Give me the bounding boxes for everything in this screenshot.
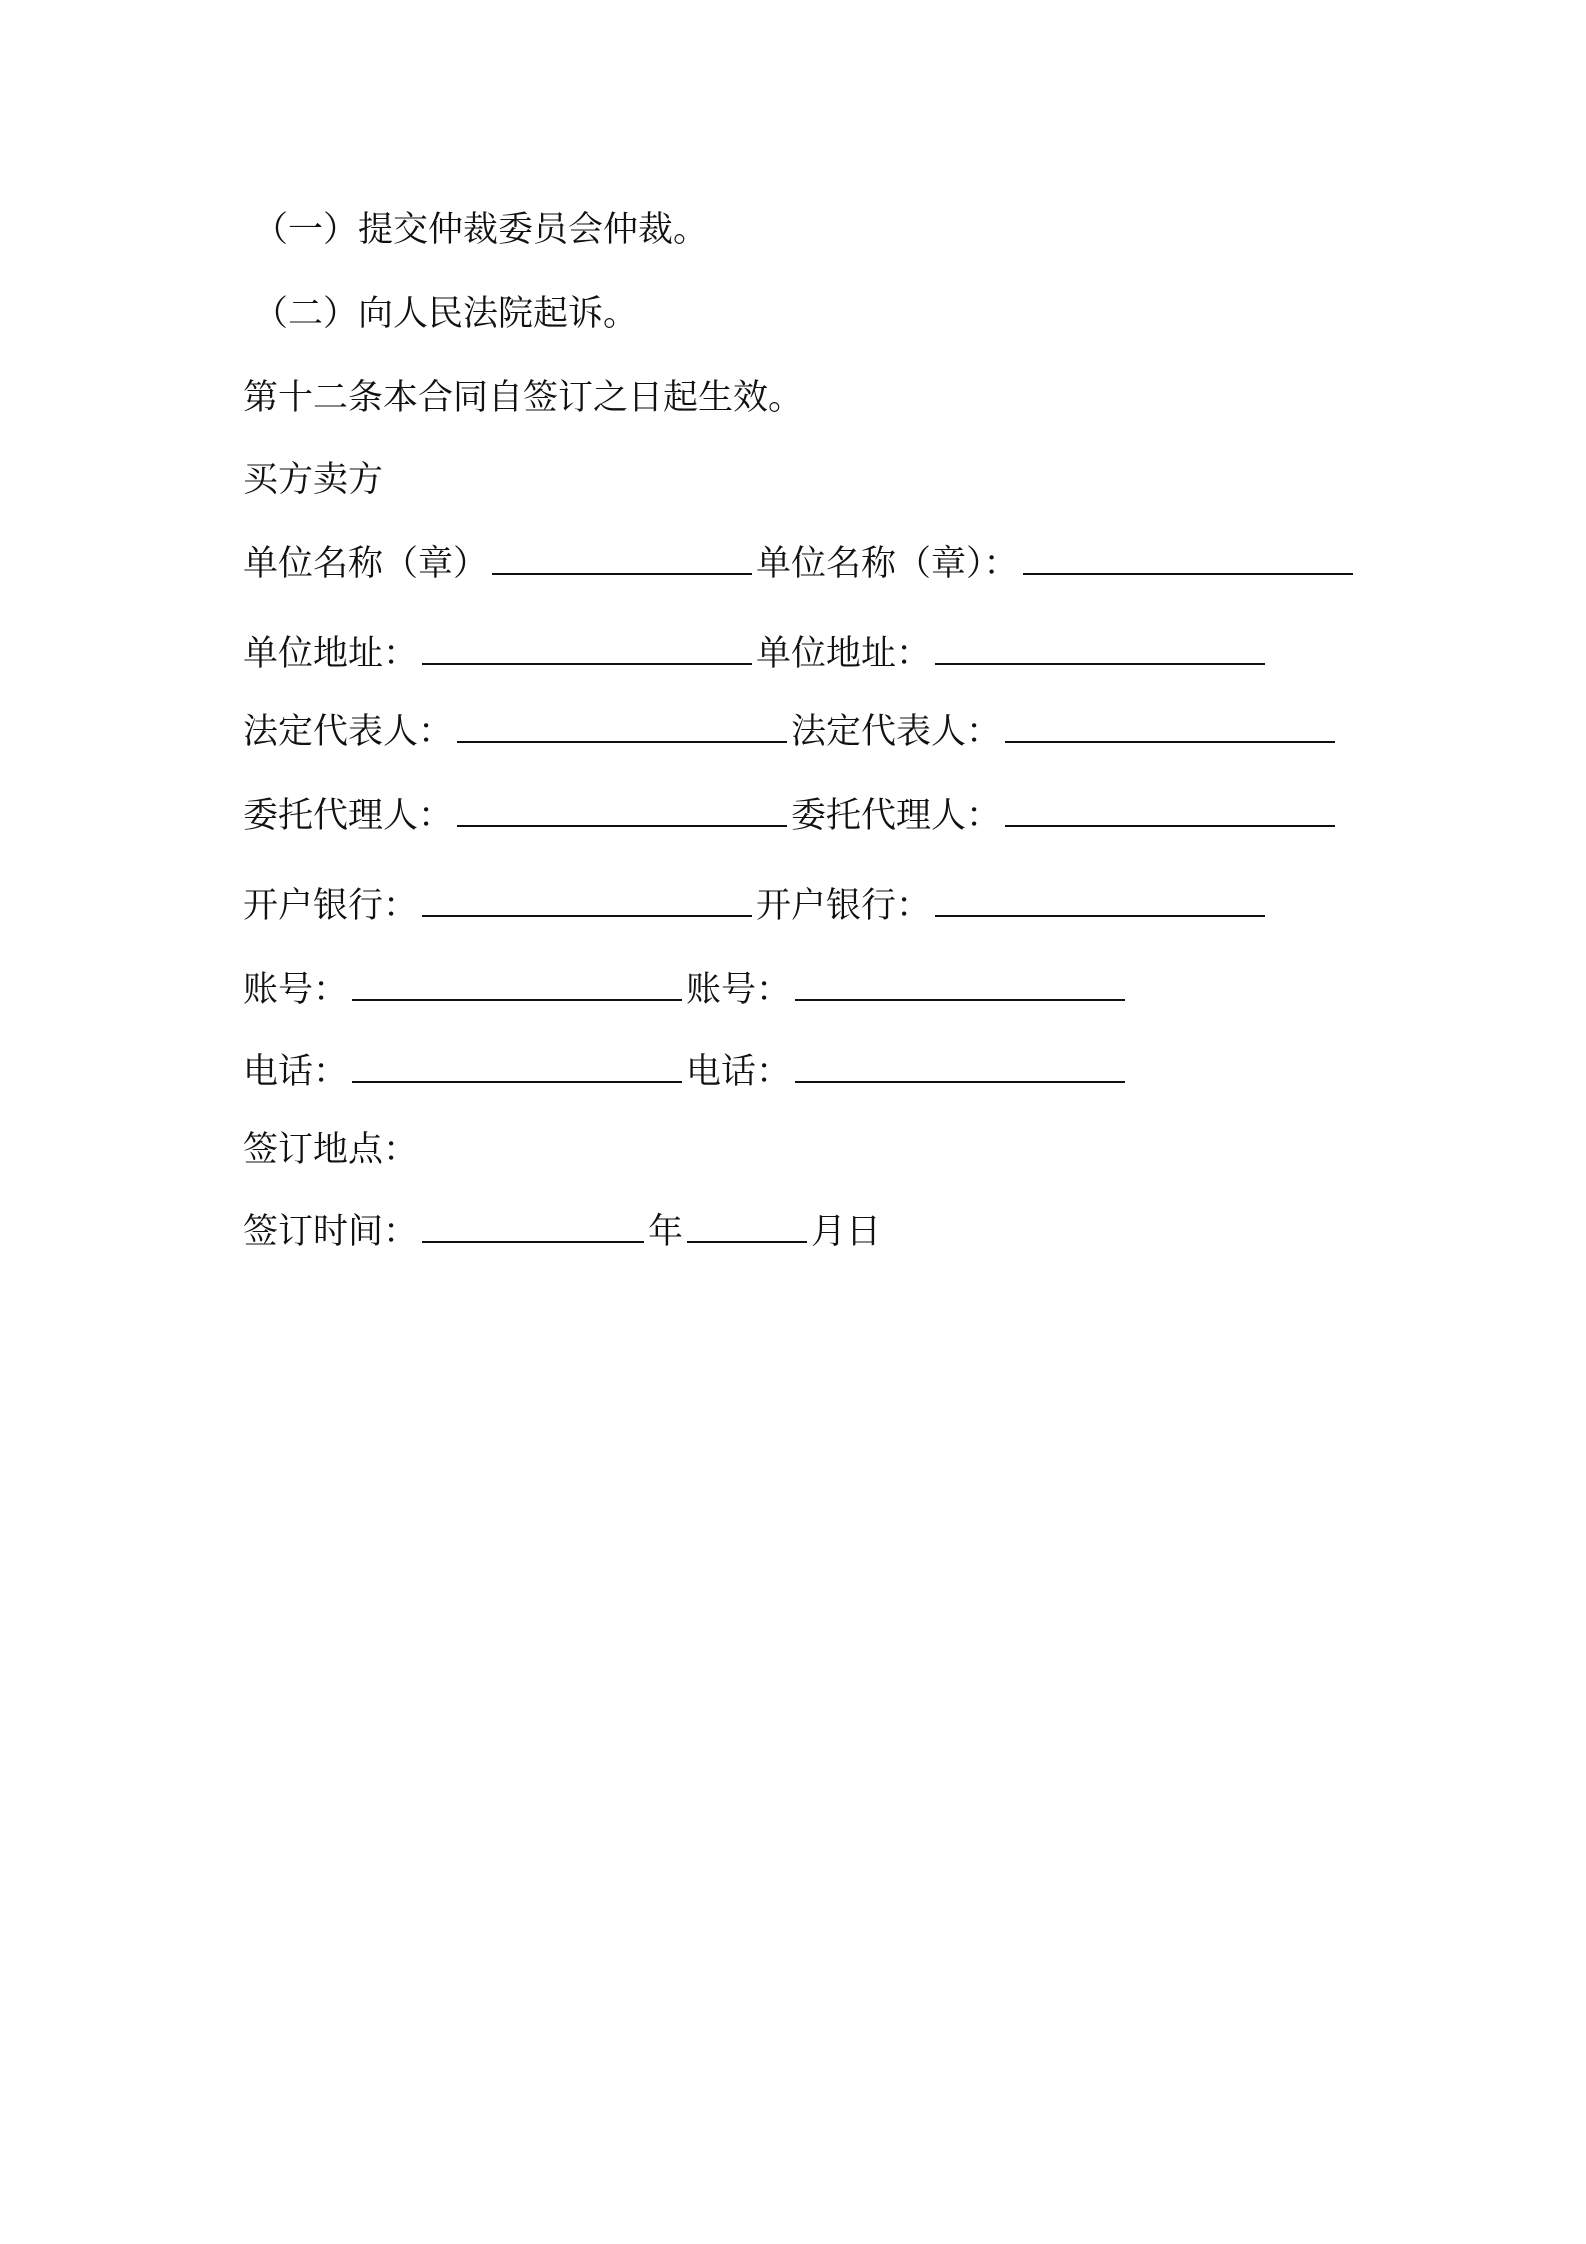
buyer-agent-field[interactable] (457, 799, 787, 827)
clause-item-1: （一）提交仲裁委员会仲裁。 (253, 210, 709, 250)
seller-bank-field[interactable] (935, 889, 1265, 917)
seller-unit-name-label: 单位名称（章）： (756, 544, 1019, 584)
seller-phone-field[interactable] (795, 1055, 1125, 1083)
buyer-unit-address-label: 单位地址： (243, 634, 419, 674)
buyer-account-field[interactable] (352, 973, 682, 1001)
buyer-unit-name-field[interactable] (492, 547, 752, 575)
row-phone (243, 1048, 1129, 1096)
seller-unit-address-label: 单位地址： (756, 634, 932, 674)
seller-legal-rep-field[interactable] (1005, 715, 1335, 743)
sign-place-label: 签订地点： (243, 1130, 419, 1170)
seller-agent-field[interactable] (1005, 799, 1335, 827)
row-agent (243, 792, 1339, 840)
buyer-unit-name-label: 单位名称（章） (243, 544, 489, 584)
seller-phone-label: 电话： (686, 1052, 792, 1092)
row-bank (243, 882, 1269, 930)
row-account (243, 966, 1129, 1014)
parties-heading: 买方卖方 (243, 460, 384, 500)
article-12: 第十二条本合同自签订之日起生效。 (243, 378, 804, 418)
row-unit-address (243, 630, 1269, 678)
buyer-account-label: 账号： (243, 970, 349, 1010)
buyer-legal-rep-label: 法定代表人： (243, 712, 454, 752)
seller-unit-address-field[interactable] (935, 637, 1265, 665)
row-sign-place (243, 1126, 418, 1174)
month-day-unit: 月日 (811, 1212, 882, 1252)
row-legal-rep (243, 708, 1339, 756)
sign-time-label: 签订时间： (243, 1212, 419, 1252)
buyer-legal-rep-field[interactable] (457, 715, 787, 743)
year-unit: 年 (648, 1212, 684, 1252)
row-sign-time (243, 1208, 881, 1256)
buyer-bank-field[interactable] (422, 889, 752, 917)
seller-unit-name-field[interactable] (1023, 547, 1353, 575)
seller-legal-rep-label: 法定代表人： (791, 712, 1002, 752)
buyer-phone-field[interactable] (352, 1055, 682, 1083)
seller-account-field[interactable] (795, 973, 1125, 1001)
buyer-bank-label: 开户银行： (243, 886, 419, 926)
buyer-agent-label: 委托代理人： (243, 796, 454, 836)
clause-item-2: （二）向人民法院起诉。 (253, 294, 639, 334)
seller-bank-label: 开户银行： (756, 886, 932, 926)
buyer-unit-address-field[interactable] (422, 637, 752, 665)
seller-agent-label: 委托代理人： (791, 796, 1002, 836)
sign-month-field[interactable] (687, 1215, 807, 1243)
row-unit-name (243, 540, 1357, 588)
seller-account-label: 账号： (686, 970, 792, 1010)
buyer-phone-label: 电话： (243, 1052, 349, 1092)
sign-year-field[interactable] (422, 1215, 644, 1243)
